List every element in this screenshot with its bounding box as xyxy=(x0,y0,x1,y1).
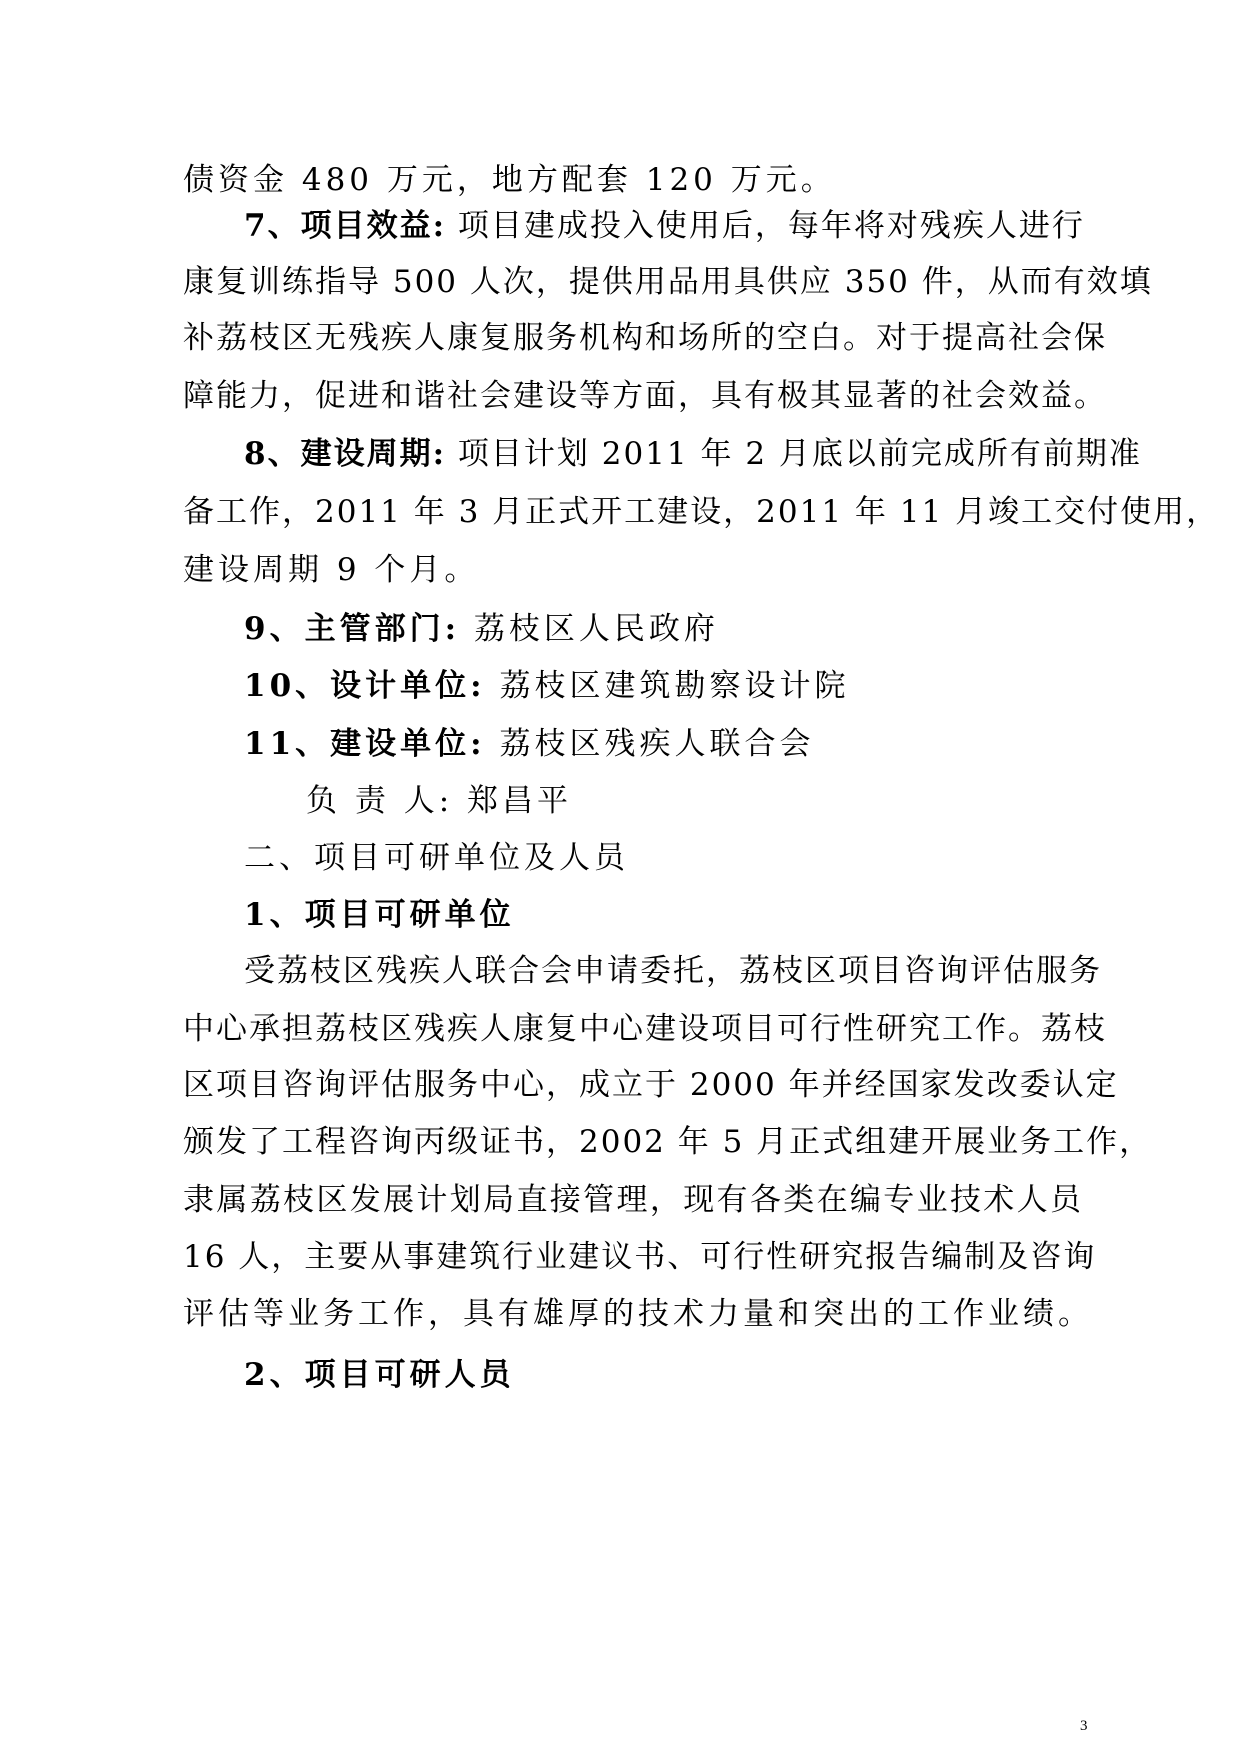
text-line: 补荔枝区无残疾人康复服务机构和场所的空白。对于提高社会保 xyxy=(183,320,1107,356)
text-line: 16 人，主要从事建筑行业建议书、可行性研究报告编制及咨询 xyxy=(183,1239,1097,1275)
item-10-line: 10、设计单位: 荔枝区建筑勘察设计院 xyxy=(244,668,850,704)
text-line: 中心承担荔枝区残疾人康复中心建设项目可行性研究工作。荔枝 xyxy=(183,1011,1107,1047)
section-heading: 二、项目可研单位及人员 xyxy=(244,840,629,876)
text-line: 障能力，促进和谐社会建设等方面，具有极其显著的社会效益。 xyxy=(183,378,1107,414)
responsible-person-line: 负 责 人: 郑昌平 xyxy=(306,783,573,819)
text-line: 区项目咨询评估服务中心，成立于 2000 年并经国家发改委认定 xyxy=(183,1067,1119,1103)
item-8-heading-line: 8、建设周期: 项目计划 2011 年 2 月底以前完成所有前期准 xyxy=(244,436,1142,472)
text-line: 备工作，2011 年 3 月正式开工建设，2011 年 11 月竣工交付使用， xyxy=(183,494,1220,530)
text-line: 隶属荔枝区发展计划局直接管理，现有各类在编专业技术人员 xyxy=(183,1182,1083,1218)
text-line: 受荔枝区残疾人联合会申请委托，荔枝区项目咨询评估服务 xyxy=(244,953,1102,989)
text-line: 评估等业务工作，具有雄厚的技术力量和突出的工作业绩。 xyxy=(183,1296,1093,1332)
text-line: 颁发了工程咨询丙级证书，2002 年 5 月正式组建开展业务工作， xyxy=(183,1124,1153,1160)
page-number: 3 xyxy=(1080,1718,1088,1734)
text-line: 建设周期 9 个月。 xyxy=(183,552,480,588)
item-7-heading-line: 7、项目效益: 项目建成投入使用后，每年将对残疾人进行 xyxy=(244,208,1085,244)
text-line: 康复训练指导 500 人次，提供用品用具供应 350 件，从而有效填 xyxy=(183,264,1153,300)
subsection-heading: 2、项目可研人员 xyxy=(244,1357,515,1393)
text-line: 债资金 480 万元，地方配套 120 万元。 xyxy=(183,162,836,198)
subsection-heading: 1、项目可研单位 xyxy=(244,897,515,933)
item-11-line: 11、建设单位: 荔枝区残疾人联合会 xyxy=(244,726,815,762)
item-9-line: 9、主管部门: 荔枝区人民政府 xyxy=(244,611,719,647)
